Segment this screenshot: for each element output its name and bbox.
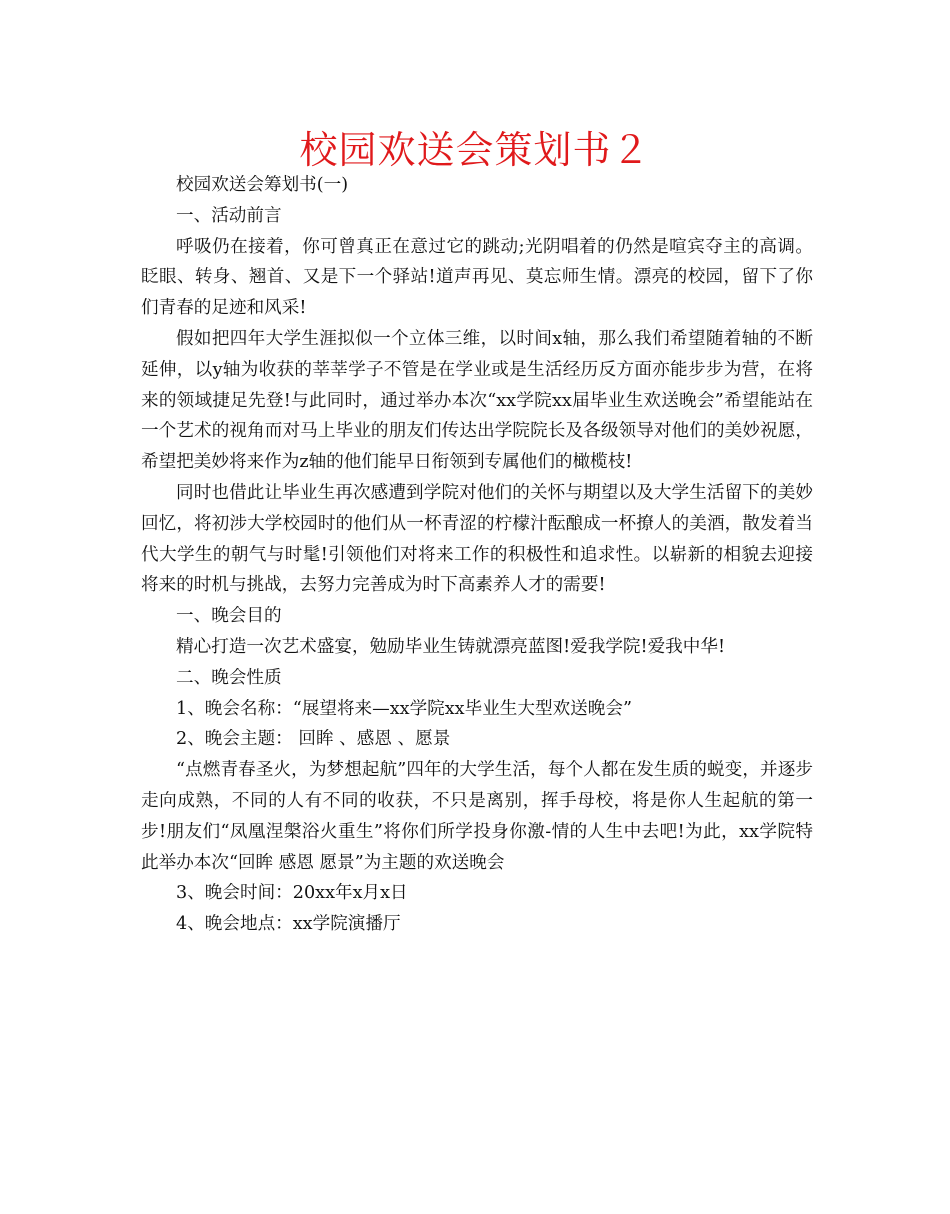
document-title: 校园欢送会策划书２	[299, 128, 651, 172]
section-heading-nature: 二、晚会性质	[176, 667, 282, 688]
paragraph-purpose: 精心打造一次艺术盛宴，勉励毕业生铸就漂亮蓝图!爱我学院!爱我中华!	[176, 636, 726, 657]
section-heading-preface: 一、活动前言	[176, 205, 282, 226]
list-item-time: 3、晚会时间：20xx年x月x日	[176, 883, 408, 904]
section-heading-purpose: 一、晚会目的	[176, 606, 282, 627]
subtitle-paragraph: 校园欢送会筹划书(一)	[176, 175, 349, 195]
list-item-name: 1、晚会名称：“展望将来—xx学院xx毕业生大型欢送晚会”	[176, 698, 632, 719]
paragraph-preface-3: 同时也借此让毕业生再次感遭到学院对他们的关怀与期望以及大学生活留下的美妙回忆，将初涉大学校园时的他们从一杯青涩的柠檬汁酝酿成一杯撩人的美酒，散发着当代大学生的朝气与时髦!引领他们对将来工作的积极性和追求性。以崭新的相貌去迎接将来的时机与挑战，去努力完善成为时下高素养人才的需要!	[141, 482, 813, 596]
list-item-location: 4、晚会地点：xx学院演播厅	[176, 914, 401, 935]
list-item-theme: 2、晚会主题： 回眸 、感恩 、愿景	[176, 729, 451, 750]
paragraph-theme-description: “点燃青春圣火，为梦想起航”四年的大学生活，每个人都在发生质的蜕变，并逐步走向成熟，不同的人有不同的收获，不只是离别，挥手母校，将是你人生起航的第一步!朋友们“凤凰涅槃浴火重生”将你们所学投身你激-情的人生中去吧!为此，xx学院特此举办本次“回眸 感恩 愿景”为主题的欢送晚会	[141, 760, 813, 873]
paragraph-preface-1: 呼吸仍在接着，你可曾真正在意过它的跳动;光阴唱着的仍然是喧宾夺主的高调。眨眼、转身、翘首、又是下一个驿站!道声再见、莫忘师生情。漂亮的校园，留下了你们青春的足迹和风采!	[141, 236, 813, 319]
document-body	[141, 170, 813, 940]
paragraph-preface-2: 假如把四年大学生涯拟似一个立体三维，以时间x轴，那么我们希望随着轴的不断延伸，以y轴为收获的莘莘学子不管是在学业或是生活经历反方面亦能步步为营，在将来的领域捷足先登!与此同时，通过举办本次“xx学院xx届毕业生欢送晚会”希望能站在一个艺术的视角而对马上毕业的朋友们传达出学院院长及各级领导对他们的美妙祝愿，希望把美妙将来作为z轴的他们能早日衔领到专属他们的橄榄枝!	[141, 328, 813, 473]
